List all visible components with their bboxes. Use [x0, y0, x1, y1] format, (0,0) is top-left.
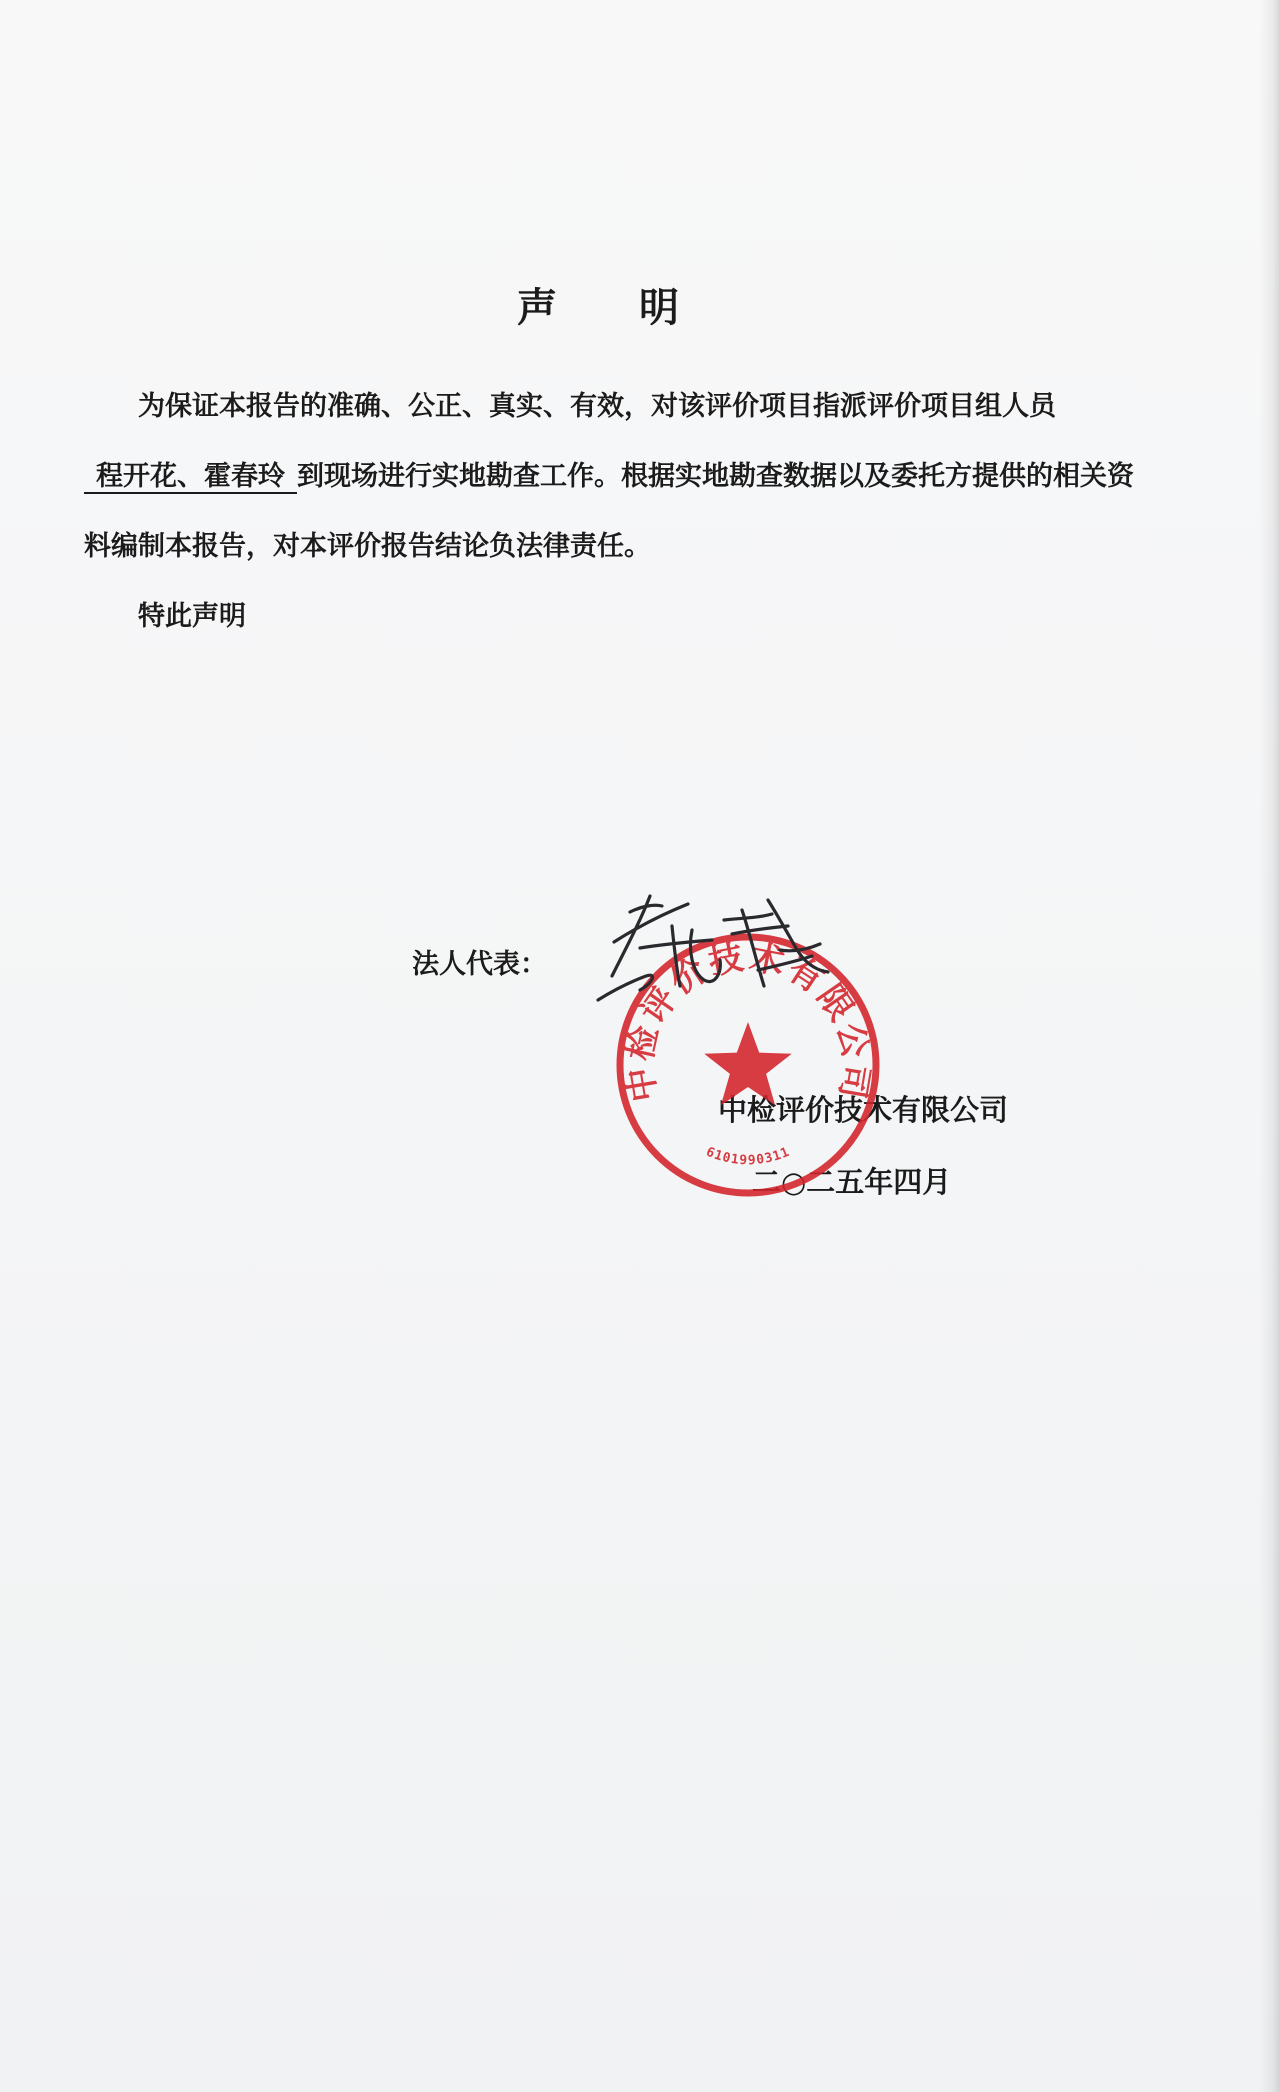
document-date: 二○二五年四月: [752, 1165, 952, 1199]
star-icon: [704, 1022, 792, 1105]
seal-ring-text: 中检评价技术有限公司: [619, 937, 877, 1105]
svg-text:6101990311: [704, 1145, 793, 1169]
assigned-personnel: 程开花、霍春玲: [84, 462, 297, 494]
legal-representative-label: 法人代表：: [412, 949, 547, 980]
paragraph-text-before: 为保证本报告的准确、公正、真实、有效，对该评价项目指派评价项目组人员: [138, 391, 1056, 422]
page-edge-shadow: [1259, 0, 1279, 2092]
declaration-paragraph: [84, 372, 1144, 582]
handwritten-signature: [592, 890, 842, 1010]
paragraph-text-after: 到现场进行实地勘查工作。根据实地勘查数据以及委托方提供的相关资料编制本报告，对本评价报告结论负法律责任。: [84, 461, 1134, 562]
company-name: 中检评价技术有限公司: [718, 1093, 1009, 1127]
seal-code-text: 6101990311: [703, 1144, 793, 1169]
closing-statement: 特此声明: [138, 601, 246, 632]
page-title: 声 明: [517, 284, 713, 331]
